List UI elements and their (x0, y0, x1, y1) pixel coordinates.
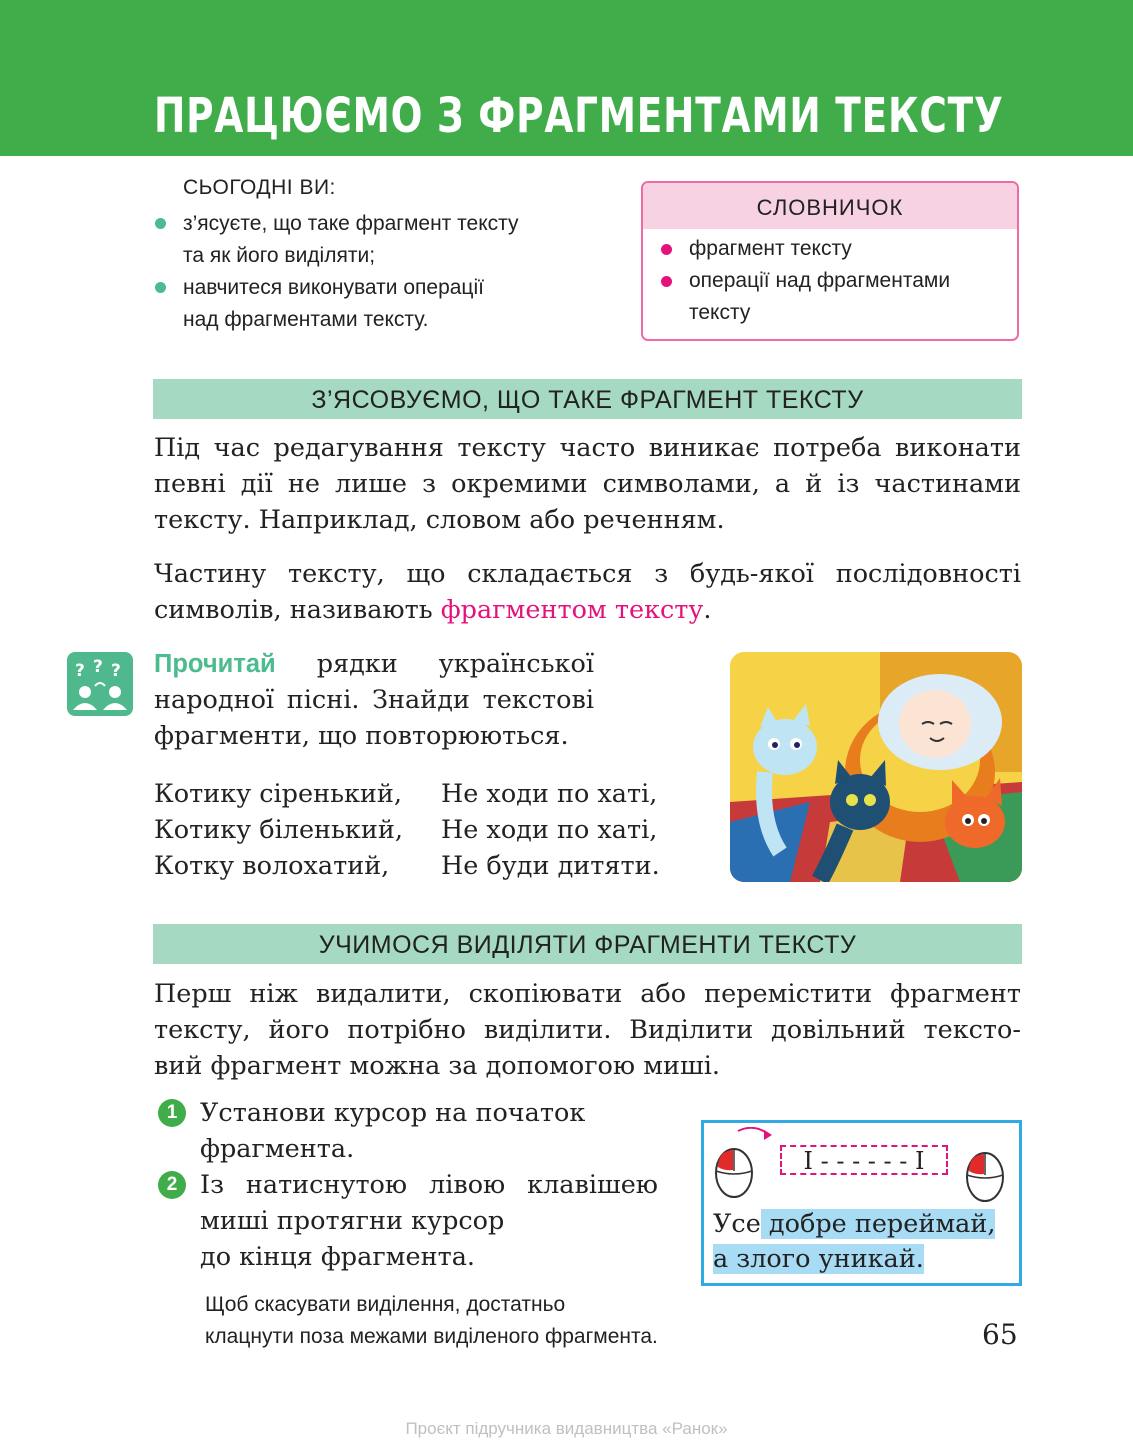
demo-text-line (713, 1242, 924, 1276)
step-line: фрагмента. (200, 1134, 355, 1164)
bullet-icon (155, 282, 166, 293)
glossary-item-continued: тексту (689, 301, 751, 324)
paragraph-line (154, 592, 1021, 628)
key-term: фрагментом тексту (440, 595, 704, 625)
paragraph-line: певні дії не лише з окремими символами, а й із частинами (154, 469, 1021, 499)
svg-text:?: ? (111, 661, 121, 681)
glossary-box (641, 181, 1019, 341)
goal-line: та як його виділяти; (183, 244, 376, 267)
step-number-badge: 2 (158, 1171, 186, 1199)
song-verse: Не ходи по хаті, (441, 815, 658, 845)
paragraph-line: тексту, його потрібно виділити. Виділити довільний тексто- (154, 1015, 1021, 1045)
goal-line: навчитеся виконувати операції (183, 276, 484, 299)
paragraph-line: тексту. Наприклад, словом або реченням. (154, 505, 725, 535)
song-verse: Котку волохатий, (154, 851, 390, 881)
svg-text:?: ? (93, 657, 103, 677)
page-title: ПРАЦЮЄМО З ФРАГМЕНТАМИ ТЕКСТУ (154, 88, 1004, 144)
bullet-icon (661, 276, 672, 287)
song-verse: Котику сіренький, (154, 779, 403, 809)
glossary-item (689, 233, 1009, 265)
task-line (154, 646, 594, 682)
paragraph-line: вий фрагмент можна за допомогою миші. (154, 1051, 721, 1081)
paragraph-text: . (703, 595, 712, 625)
task-line: фрагменти, що повторюються. (154, 721, 569, 751)
glossary-item (689, 265, 1009, 297)
goal-line: над фрагментами тексту. (183, 308, 429, 331)
step-line: Із натиснутою лівою клавішею (200, 1170, 658, 1200)
paragraph-text: символів, називають (154, 595, 441, 625)
selection-demo-box (701, 1120, 1022, 1286)
demo-text-selected: добре переймай, (760, 1209, 996, 1239)
paragraph-line: Перш ніж видалити, скопіювати або перемістити фрагмент (154, 979, 1021, 1009)
goals-heading: СЬОГОДНІ ВИ: (183, 176, 336, 199)
glossary-item-label: фрагмент тексту (689, 237, 852, 260)
bullet-icon (661, 244, 672, 255)
mouse-icon (959, 1133, 1015, 1203)
svg-text:?: ? (75, 661, 85, 681)
step-number-badge: 1 (158, 1099, 186, 1127)
section-heading: З’ЯСОВУЄМО, ЩО ТАКЕ ФРАГМЕНТ ТЕКСТУ (153, 379, 1022, 419)
selection-note (205, 1289, 658, 1353)
song-verse: Не ходи по хаті, (441, 779, 658, 809)
demo-text-line (713, 1207, 995, 1241)
lullaby-illustration (730, 652, 1022, 882)
discussion-icon (67, 652, 133, 716)
bullet-icon (155, 218, 166, 229)
task-line: народної пісні. Знайди текстові (154, 685, 594, 715)
glossary-item-label: операції над фрагментами (689, 269, 951, 292)
demo-text-plain: Усе (713, 1209, 761, 1239)
step-line: до кінця фрагмента. (200, 1242, 476, 1272)
note-line: клацнути поза межами виділеного фрагмента. (205, 1325, 658, 1348)
song-verse: Котику біленький, (154, 815, 403, 845)
note-line: Щоб скасувати виділення, достатньо (205, 1293, 566, 1316)
drag-range (780, 1145, 948, 1175)
section-heading: УЧИМОСЯ ВИДІЛЯТИ ФРАГМЕНТИ ТЕКСТУ (153, 924, 1022, 964)
page-number: 65 (982, 1318, 1018, 1351)
footer-note: Проєкт підручника видавництва «Ранок» (405, 1419, 728, 1438)
drag-range-label: I - - - - - - I (803, 1147, 925, 1175)
mouse-icon (708, 1127, 778, 1199)
paragraph-line: Під час редагування тексту часто виникає потреба виконати (154, 433, 1021, 463)
task-verb: Прочитай (154, 650, 276, 678)
paragraph-line: Частину тексту, що складається з будь-якої послідовності (154, 559, 1021, 589)
song-verse: Не буди дитяти. (441, 851, 660, 881)
goal-item (183, 272, 593, 336)
glossary-title: СЛОВНИЧОК (643, 183, 1017, 229)
goal-item (183, 208, 593, 272)
step-line: Установи курсор на початок (200, 1098, 586, 1128)
goal-line: з’ясуєте, що таке фрагмент тексту (183, 212, 519, 235)
step-line: миші протягни курсор (200, 1206, 505, 1236)
task-text: рядки української (275, 649, 594, 679)
demo-text-selected: а злого уникай. (713, 1244, 924, 1274)
